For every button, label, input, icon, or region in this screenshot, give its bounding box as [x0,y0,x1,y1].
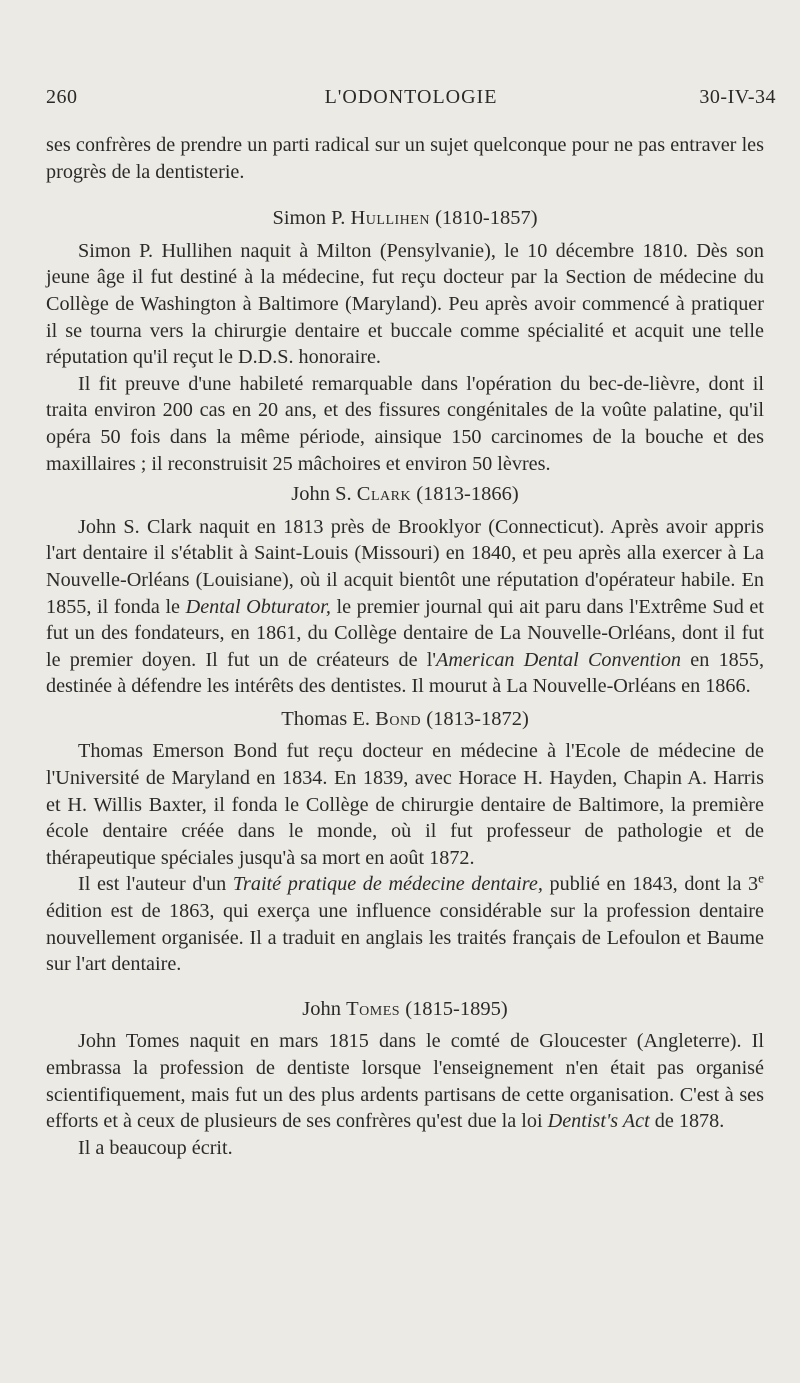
italic-title: Dentist's Act [547,1110,650,1133]
text-run: de 1878. [649,1110,725,1133]
bond-paragraph-1: Thomas Emerson Bond fut reçu docteur en médecine à l'Ecole de médecine de l'Université de Maryland en 1834. En 1839, avec Horace H. Hayden, Chapin A. Harris et H. Willis Baxter, il fonda le Collège de chirurgie dentaire de Baltimore, la première école dentaire créée dans le monde, où il fut professeur de pathologie et de thérapeutique spéciales jusqu'à sa mort en août 1872. [46,740,764,869]
heading-dates: (1810-1857) [435,207,538,230]
section-heading-tomes [46,996,764,1023]
section-heading-clark [46,481,764,508]
page-body [46,132,764,1161]
section-heading-hullihen [46,205,764,232]
bond-paragraph-2 [46,871,764,977]
heading-surname: Hullihen [350,207,430,230]
text-run: John S. Clark naquit en 1813 près de Brooklyor (Connecticut). Après avoir appris l'art dentaire il s'établit à Saint-Louis (Missouri) en 1840, et peu après alla exercer à La Nouvelle-Orléans (Louisiane), où il acquit bientôt une réputation d'opérateur habile. En 1855, il fonda le [46,515,764,618]
text-run: en 1855, destinée à défendre les intérêts des dentistes. Il mourut à La Nouvelle-Orléans en 1866. [46,648,764,698]
tomes-paragraph-2: Il a beaucoup écrit. [78,1136,233,1159]
text-run: John Tomes naquit en mars 1815 dans le comté de Gloucester (Angleterre). Il embrassa la profession de dentiste lorsque l'enseignement n'en était pas organisé scientifiquement, mais fut un des plus ardents partisans de cette organisation. C'est à ses efforts et à ceux de plusieurs de ses confrères qu'est due la loi [46,1030,764,1133]
heading-surname: Bond [375,707,422,730]
running-head [46,86,776,116]
text-run: le premier journal qui ait paru dans l'Extrême Sud et fut un des fondateurs, en 1861, du Collège dentaire de La Nouvelle-Orléans, dont il fut le premier doyen. Il fut un de créateurs de l' [46,595,764,671]
page-number: 260 [46,86,78,108]
intro-paragraph: ses confrères de prendre un parti radical sur un sujet quelconque pour ne pas entraver les progrès de la dentisterie. [46,134,764,183]
heading-surname: Clark [356,483,412,506]
issue-date: 30-IV-34 [699,86,776,108]
heading-given-name: Thomas E. [281,707,371,730]
heading-surname: Tomes [346,997,401,1020]
italic-title: Dental Obturator, [185,595,331,618]
clark-paragraph-1 [46,514,764,700]
text-run: édition est de 1863, qui exerça une influence considérable sur la profession dentaire nouvellement organisée. Il a traduit en anglais les traités français de Lefoulon et Baume sur l'art dentaire. [46,900,764,976]
heading-given-name: Simon P. [272,207,346,230]
hullihen-paragraph-2: Il fit preuve d'une habileté remarquable dans l'opération du bec-de-lièvre, dont il traita environ 200 cas en 20 ans, et des fissures congénitales de la voûte palatine, qu'il opéra 50 fois dans la même période, ainsique 150 carcinomes de la bouche et des maxillaires ; il reconstruisit 25 mâchoires et environ 50 lèvres. [46,372,764,475]
heading-dates: (1813-1866) [416,483,519,506]
journal-title: L'ODONTOLOGIE [324,86,498,108]
italic-title: Traité pratique de médecine dentaire, [232,873,543,896]
heading-dates: (1813-1872) [426,707,529,730]
italic-title: American Dental Convention [436,648,682,671]
heading-given-name: John [302,997,342,1020]
superscript: e [758,870,764,886]
section-heading-bond [46,706,764,733]
heading-given-name: John S. [291,483,352,506]
heading-dates: (1815-1895) [405,997,508,1020]
tomes-paragraph-1 [46,1028,764,1134]
text-run: Il est l'auteur d'un [78,873,233,896]
text-run: publié en 1843, dont la 3 [542,873,759,896]
hullihen-paragraph-1: Simon P. Hullihen naquit à Milton (Pensylvanie), le 10 décembre 1810. Dès son jeune âge il fut destiné à la médecine, fut reçu docteur par la Section de médecine du Collège de Washington à Baltimore (Maryland). Peu après avoir commencé à pratiquer il se tourna vers la chirurgie dentaire et buccale comme spécialité et acquit une telle réputation qu'il reçut le D.D.S. honoraire. [46,239,764,369]
